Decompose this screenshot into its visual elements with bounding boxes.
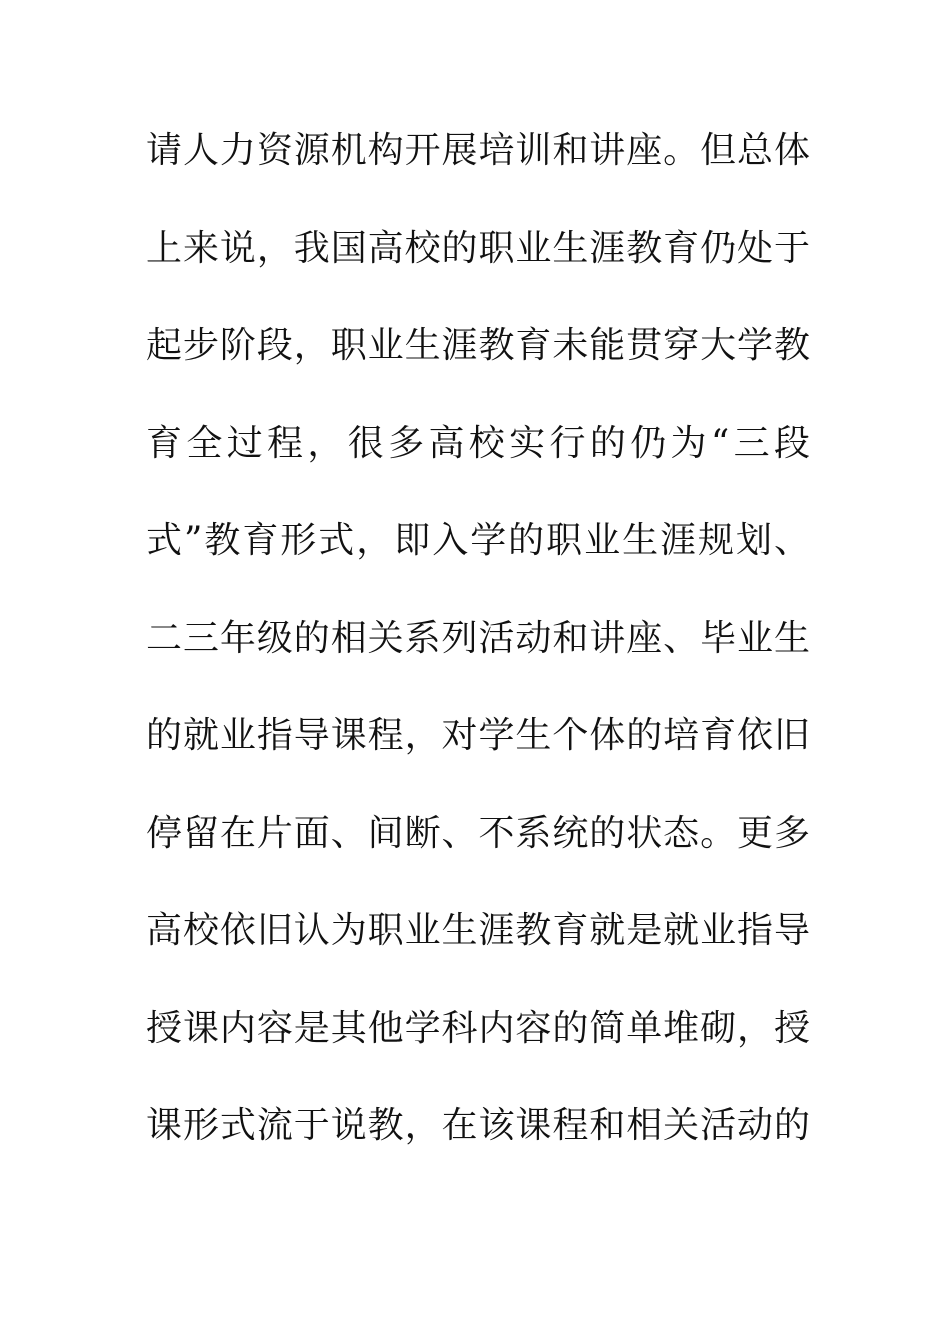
text-line: 起步阶段，职业生涯教育未能贯穿大学教 [146, 325, 810, 366]
text-line: 课形式流于说教，在该课程和相关活动的 [146, 1105, 810, 1146]
text-line: 的就业指导课程，对学生个体的培育依旧 [146, 715, 810, 756]
text-line: 上来说，我国高校的职业生涯教育仍处于 [146, 227, 810, 269]
text-line: 请人力资源机构开展培训和讲座。但总体 [146, 130, 810, 171]
text-line: 式”教育形式，即入学的职业生涯规划、 [146, 520, 810, 561]
text-line: 高校依旧认为职业生涯教育就是就业指导 [146, 910, 810, 951]
text-line: 二三年级的相关系列活动和讲座、毕业生 [146, 617, 810, 659]
text-line: 停留在片面、间断、不系统的状态。更多 [146, 812, 810, 854]
text-line: 育全过程，很多高校实行的仍为“三段 [146, 422, 810, 464]
body-paragraph [146, 121, 810, 1194]
text-line: 授课内容是其他学科内容的简单堆砌，授 [146, 1007, 810, 1049]
